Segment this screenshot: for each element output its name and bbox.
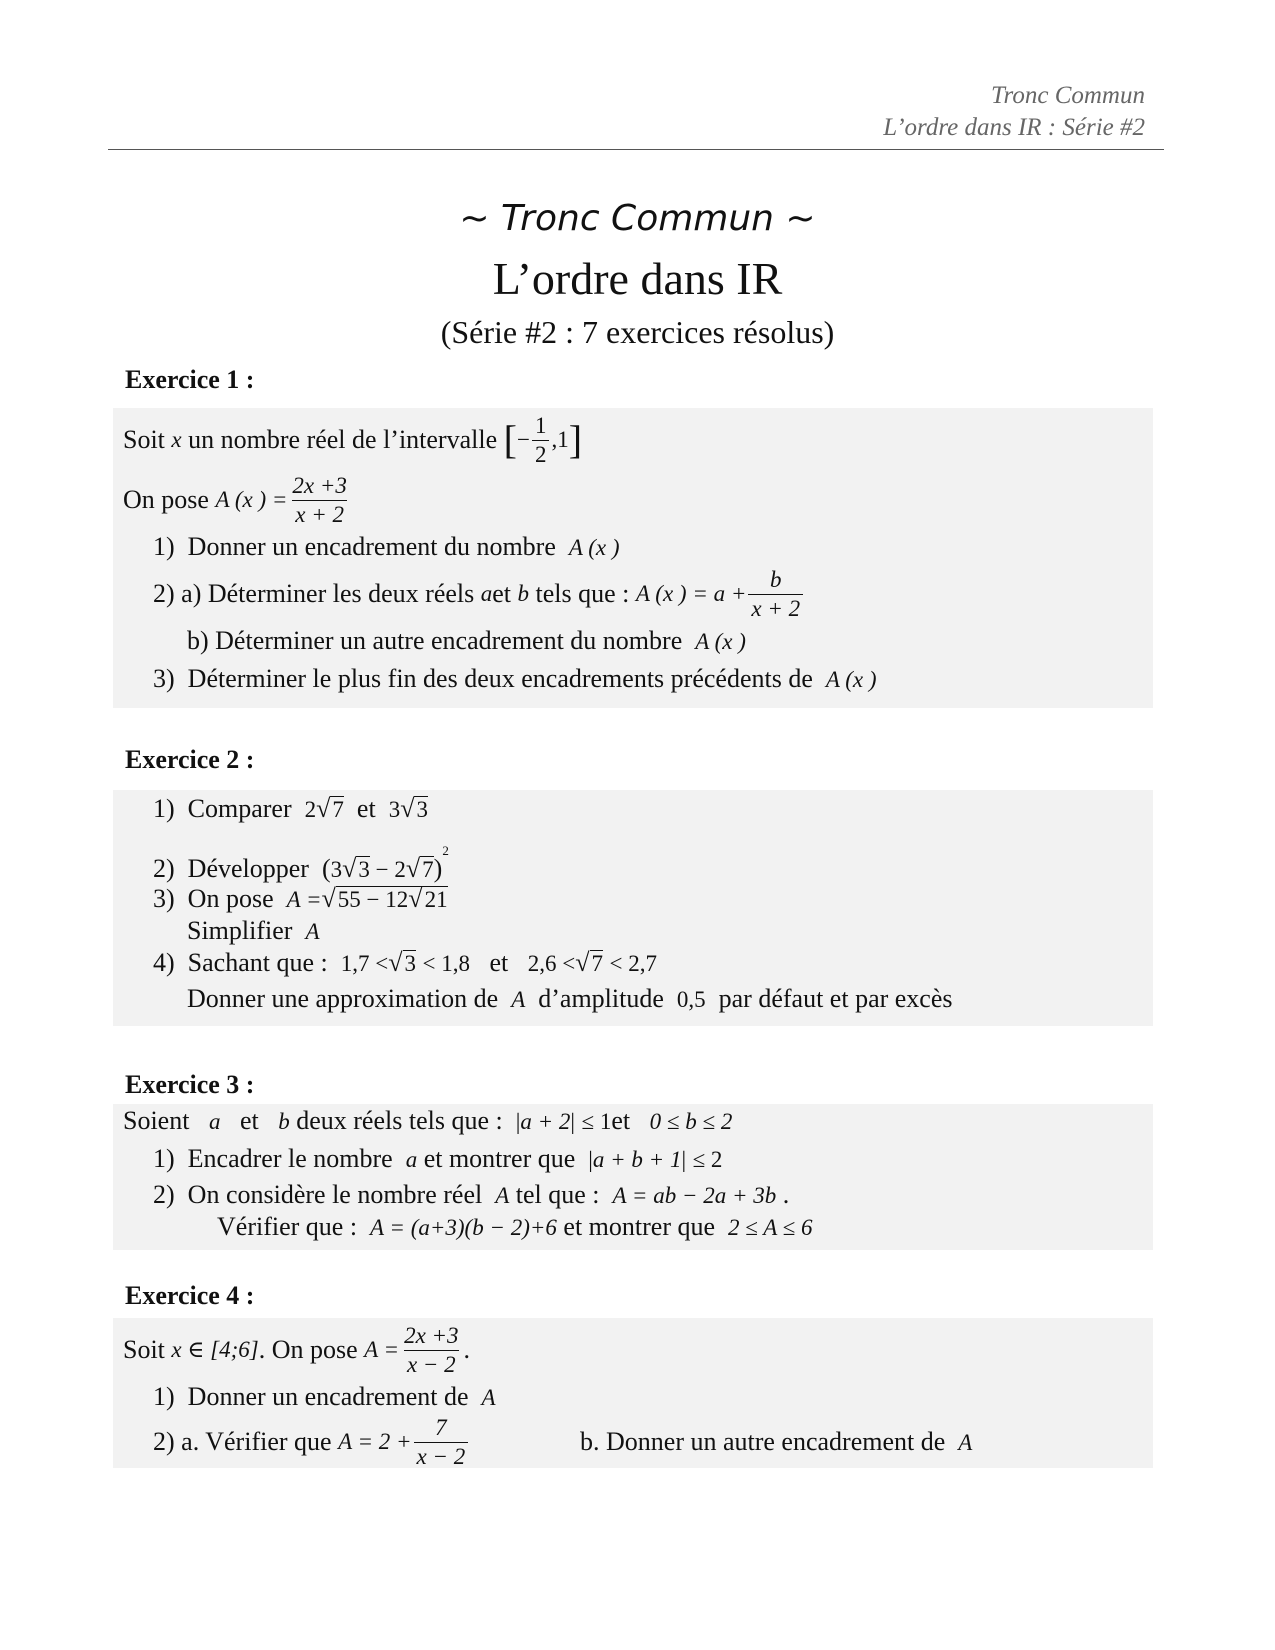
text: Donner une approximation de [187,984,499,1013]
math-3: 3 [416,797,428,822]
ex3-question-2 [153,1180,789,1211]
abs-bar: | [681,1147,687,1172]
math-b: b [278,1109,290,1134]
math-2: 2 [304,797,317,822]
ex2-question-3 [153,884,448,915]
fraction-b [748,566,803,623]
text: Développer [187,854,309,883]
math-3: 3 [330,857,343,882]
text: par défaut et par excès [718,984,953,1013]
math-a: a [405,1147,418,1172]
page-header [883,80,1145,144]
math-b: b [517,581,530,606]
math-55-12: 55 − 12 [337,887,409,912]
text: a) Déterminer les deux réels [181,579,475,608]
ex2-question-1 [153,794,428,825]
text: Soient [123,1106,190,1135]
text: Simplifier [187,916,293,945]
math-abs: a + b + 1 [592,1147,682,1172]
text: On considère le nombre réel [187,1180,483,1209]
text: et [489,948,509,977]
fraction-Ax [289,472,349,529]
frac-den: x + 2 [748,594,803,623]
math-interval-end: ,1 [551,427,569,452]
title-main: L’ordre dans IR [492,253,783,304]
question-number: 3) [153,884,175,913]
question-number: 2) [153,854,175,883]
question-number: 2) [153,1427,175,1456]
text: tels que : [535,579,630,608]
text: Donner un encadrement du nombre [187,532,556,561]
math-21: 21 [424,887,448,912]
radicand [336,886,448,912]
text: un nombre réel de l’intervalle [188,425,498,454]
ex1-question-2b [187,626,746,657]
question-number: 4) [153,948,175,977]
math-A: A [481,1385,496,1410]
math-ineq: ≤ 2 [692,1147,723,1172]
question-number: 1) [153,1144,175,1173]
sqrt-icon: √ [321,884,336,913]
math-3: 3 [404,951,417,976]
math-minus-2: − 2 [369,857,406,882]
math-abs: a + 2 [520,1109,571,1134]
header-divider [108,149,1164,150]
text: et montrer que [563,1212,716,1241]
ex2-question-2 [153,836,449,885]
text: Vérifier que : [217,1212,358,1241]
ex2-question-4 [153,948,657,979]
math-def-A: A = ab − 2a + 3b [612,1183,777,1208]
header-line-1: Tronc Commun [991,82,1145,109]
sqrt-icon: √ [388,948,403,977]
frac-den: x − 2 [414,1442,469,1471]
ex1-question-3 [153,664,877,695]
text: et [356,794,376,823]
sqrt-icon: √ [575,948,590,977]
math-A-eq: A = [286,887,322,912]
math-Ax: A (x ) [825,667,877,692]
text: b. Donner un autre encadrement de [580,1427,946,1456]
paren-close: ) [433,854,443,883]
text: . On pose [258,1335,358,1364]
math-ineq: < 2,7 [609,951,658,976]
fraction-interval [532,412,550,469]
ex3-question-1 [153,1144,722,1175]
sqrt-icon: √ [408,884,423,913]
bracket-open: [ [503,417,517,462]
exercise-2-box [113,790,1153,1026]
abs-bar: | [570,1109,575,1134]
title-course: ~ Tronc Commun ~ [459,198,816,239]
text: Donner un encadrement de [187,1382,469,1411]
text: a. Vérifier que [181,1427,332,1456]
frac-num: b [769,566,782,592]
math-7: 7 [591,951,604,976]
math-Ax: A (x ) = [215,487,288,512]
math-a: a [480,581,493,606]
sqrt-icon: √ [342,854,357,883]
ex1-question-1 [153,532,620,563]
math-ineq: 0 ≤ b ≤ 2 [649,1109,733,1134]
exercise-3-title: Exercice 3 : [125,1070,255,1099]
question-number: 1) [153,794,175,823]
math-A: A [305,919,320,944]
ex2-question-4b [187,984,953,1015]
paren-open: ( [321,854,331,883]
math-x: x [171,427,182,452]
question-number: 1) [153,532,175,561]
ex1-intro-line-1 [123,410,582,470]
math-ineq: < 1,8 [422,951,470,976]
math-ineq: 1,7 < [340,951,389,976]
title-subtitle: (Série #2 : 7 exercices résolus) [440,314,835,350]
ex1-intro-line-2 [123,470,352,530]
ex3-intro [123,1106,732,1137]
text: Déterminer le plus fin des deux encadrements précédents de [187,664,813,693]
frac-num: 2x +3 [404,1322,459,1348]
exercise-3-box [113,1104,1153,1250]
math-A: A [511,987,526,1012]
math-Ax: A (x ) [695,629,746,654]
bracket-close: ] [568,417,583,462]
frac-num: 2x +3 [292,472,347,498]
math-amplitude: 0,5 [676,987,706,1012]
ex3-question-2b [217,1212,812,1243]
text: Comparer [187,794,292,823]
exercise-2-title: Exercice 2 : [125,745,255,774]
abs-bar: | [515,1109,521,1134]
math-Ax: A (x ) [568,535,620,560]
fraction-7 [414,1414,469,1471]
math-3: 3 [388,797,401,822]
sqrt-icon: √ [405,854,421,883]
math-Ax-eq: A (x ) = a + [635,581,747,606]
math-7: 7 [422,857,434,882]
text: et [239,1106,259,1135]
text: Soit [123,1335,165,1364]
math-a: a [208,1109,221,1134]
question-number: 2) [153,579,175,608]
text: Soit [123,425,165,454]
math-minus: − [516,427,530,452]
math-A: A [958,1430,973,1455]
frac-den: 2 [532,440,550,469]
sqrt-icon: √ [400,794,415,823]
exercise-1-title: Exercice 1 : [125,365,255,394]
text: On pose [187,884,274,913]
math-exponent: 2 [442,843,449,858]
text: d’amplitude [538,984,664,1013]
text: et montrer que [423,1144,576,1173]
text: tel que : [515,1180,600,1209]
sqrt-icon: √ [316,794,331,823]
math-7: 7 [332,797,344,822]
question-number: 1) [153,1382,175,1411]
ex4-question-2b [580,1427,972,1458]
frac-num: 7 [435,1414,447,1440]
question-number: 3) [153,664,175,693]
math-ineq: ≤ 1 [581,1109,612,1134]
frac-den: x − 2 [404,1350,459,1379]
text: . [782,1180,790,1209]
math-3: 3 [358,857,370,882]
math-A-eq-2: A = 2 + [338,1429,412,1454]
question-number: 2) [153,1180,175,1209]
ex4-intro [123,1320,470,1380]
header-line-2: L’ordre dans IR : Série #2 [883,114,1145,141]
exercise-1-box [113,408,1153,708]
frac-num: 1 [534,412,547,438]
ex4-question-2a [153,1412,470,1472]
text: et [611,1106,631,1135]
abs-bar: | [588,1147,593,1172]
math-A-eq: A = [364,1337,400,1362]
text: deux réels tels que : [296,1106,503,1135]
exercise-4-box [113,1318,1153,1468]
math-ineq: 2,6 < [527,951,576,976]
text: Encadrer le nombre [187,1144,393,1173]
text: . [463,1335,471,1364]
text: On pose [123,485,209,514]
ex1-question-2a [153,564,805,624]
ex4-question-1 [153,1382,496,1413]
exercise-4-title: Exercice 4 : [125,1281,255,1310]
text: b) Déterminer un autre encadrement du nombre [187,626,683,655]
math-x-in: x ∈ [4;6] [171,1337,259,1362]
math-A: A [495,1183,510,1208]
text: et [492,579,512,608]
math-range: 2 ≤ A ≤ 6 [728,1215,813,1240]
frac-den: x + 2 [292,500,347,529]
text: Sachant que : [187,948,328,977]
fraction-A [401,1322,461,1379]
math-verify-A: A = (a+3)(b − 2)+6 [370,1215,557,1240]
ex2-question-3b [187,916,320,947]
